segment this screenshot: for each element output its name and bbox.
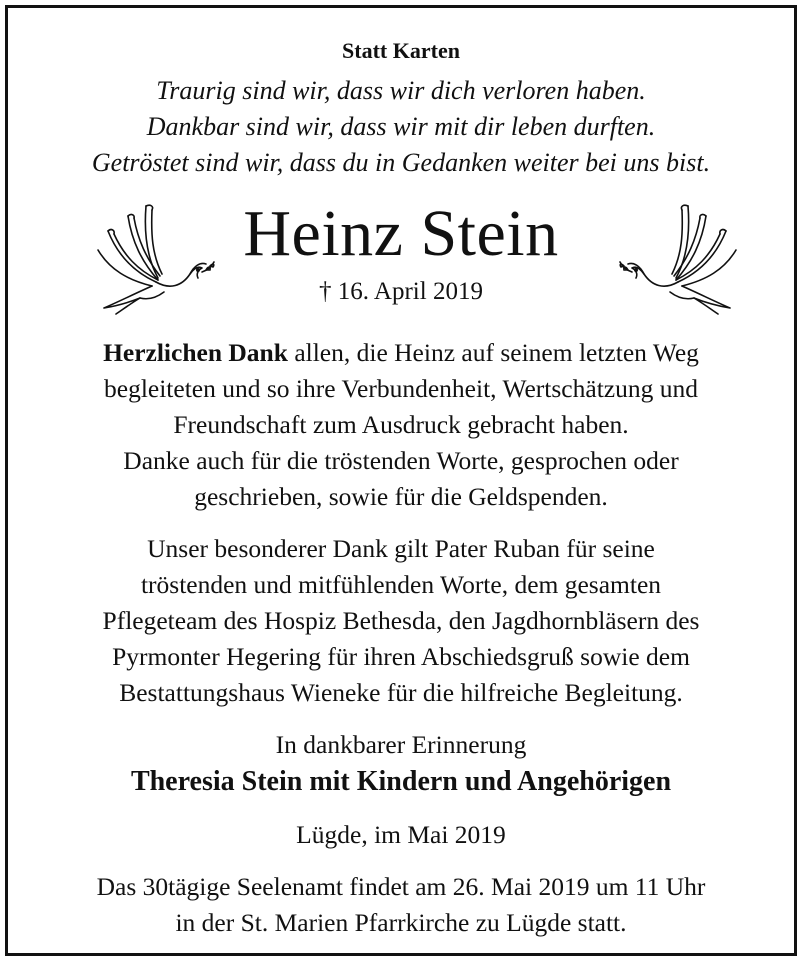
special-thanks-line: Pyrmonter Hegering für ihren Abschiedsgruß sowie dem — [112, 642, 690, 671]
place-date: Lügde, im Mai 2019 — [296, 820, 506, 849]
motto-line: Dankbar sind wir, dass wir mit dir leben durften. — [146, 112, 656, 141]
thanks-lead-rest: allen, die Heinz auf seinem letzten Weg — [287, 338, 699, 367]
death-date: † 16. April 2019 — [319, 278, 483, 305]
signatories: Theresia Stein mit Kindern und Angehörigen — [130, 766, 672, 797]
mass-notice-line: Das 30tägige Seelenamt findet am 26. Mai 2019 um 11 Uhr — [96, 872, 706, 901]
motto-line: Getröstet sind wir, dass du in Gedanken weiter bei uns bist. — [91, 148, 711, 177]
thanks-line: Freundschaft zum Ausdruck gebracht haben. — [173, 410, 629, 439]
thanks-line: geschrieben, sowie für die Geldspenden. — [194, 482, 608, 511]
special-thanks-line: Bestattungshaus Wieneke für die hilfreiche Begleitung. — [119, 678, 683, 707]
thanks-line: Danke auch für die tröstenden Worte, gesprochen oder — [123, 446, 679, 475]
special-thanks-line: Unser besonderer Dank gilt Pater Ruban für seine — [147, 534, 655, 563]
thanks-line: begleiteten und so ihre Verbundenheit, Wertschätzung und — [104, 374, 698, 403]
thanks-lead-bold: Herzlichen Dank — [103, 338, 288, 367]
mass-notice-line: in der St. Marien Pfarrkirche zu Lügde statt. — [175, 908, 627, 937]
deceased-name: Heinz Stein — [243, 197, 559, 270]
header-title: Statt Karten — [342, 38, 460, 63]
special-thanks-line: Pflegeteam des Hospiz Bethesda, den Jagdhornbläsern des — [102, 606, 700, 635]
obituary-card — [5, 5, 797, 956]
special-thanks-line: tröstenden und mitfühlenden Worte, dem gesamten — [140, 570, 662, 599]
motto-line: Traurig sind wir, dass wir dich verloren haben. — [156, 76, 646, 105]
closing-intro: In dankbarer Erinnerung — [275, 730, 527, 759]
thanks-lead — [8, 338, 794, 368]
